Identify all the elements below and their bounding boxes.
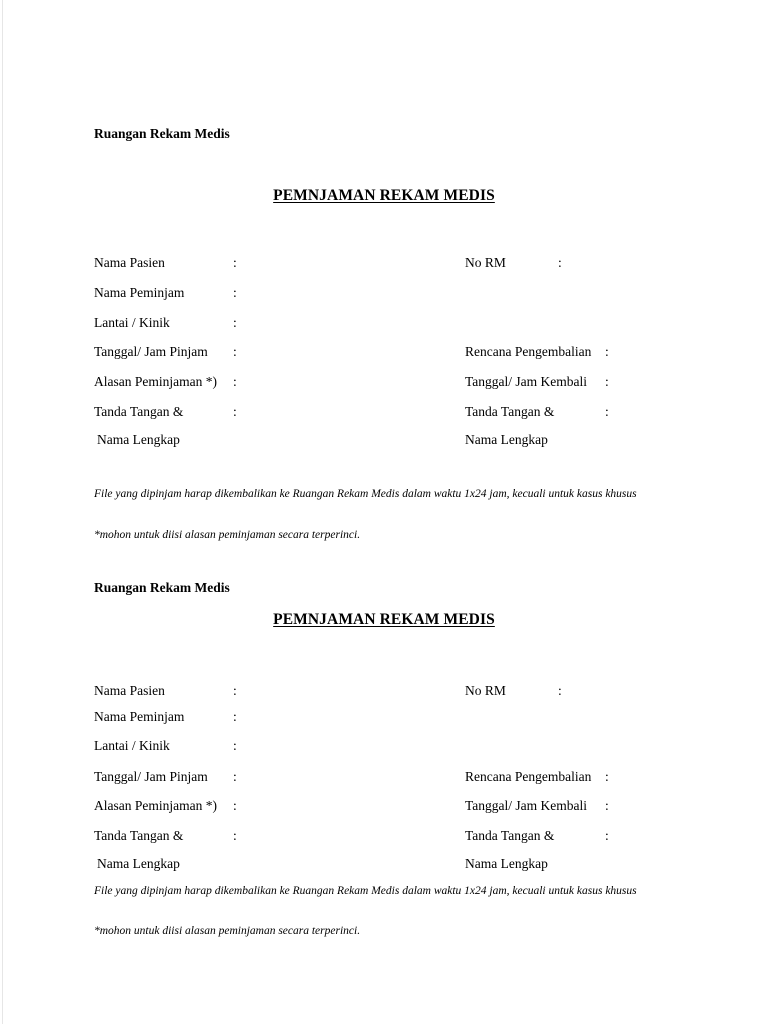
form-header: Ruangan Rekam Medis <box>94 126 230 141</box>
colon: : <box>233 769 237 784</box>
return-note: File yang dipinjam harap dikembalikan ke Ruangan Rekam Medis dalam waktu 1x24 jam, kecuali untuk kasus khusus <box>94 885 637 897</box>
label-nama-lengkap: Nama Lengkap <box>97 432 180 447</box>
colon: : <box>233 255 237 270</box>
label-tanggal-kembali: Tanggal/ Jam Kembali <box>465 798 588 813</box>
label-tanda-tangan: Tanda Tangan & <box>94 828 184 843</box>
label-tanda-tangan-right: Tanda Tangan & <box>465 828 555 843</box>
colon: : <box>233 798 237 813</box>
label-tanggal-pinjam: Tanggal/ Jam Pinjam <box>94 769 208 784</box>
colon: : <box>605 344 609 359</box>
label-nama-pasien: Nama Pasien <box>94 255 165 270</box>
form-title: PEMNJAMAN REKAM MEDIS <box>273 611 495 628</box>
colon: : <box>605 769 609 784</box>
colon: : <box>233 738 237 753</box>
label-tanggal-pinjam: Tanggal/ Jam Pinjam <box>94 344 208 359</box>
label-no-rm: No RM <box>465 683 506 698</box>
colon: : <box>558 255 562 270</box>
colon: : <box>233 709 237 724</box>
label-nama-lengkap: Nama Lengkap <box>97 856 180 871</box>
label-nama-lengkap-right: Nama Lengkap <box>465 432 548 447</box>
colon: : <box>605 374 609 389</box>
colon: : <box>233 683 237 698</box>
label-nama-peminjam: Nama Peminjam <box>94 709 185 724</box>
label-tanggal-kembali: Tanggal/ Jam Kembali <box>465 374 588 389</box>
label-alasan: Alasan Peminjaman *) <box>94 798 217 813</box>
colon: : <box>233 828 237 843</box>
colon: : <box>558 683 562 698</box>
colon: : <box>233 285 237 300</box>
label-rencana-pengembalian: Rencana Pengembalian <box>465 344 592 359</box>
colon: : <box>605 828 609 843</box>
colon: : <box>233 374 237 389</box>
label-lantai: Lantai / Kinik <box>94 738 170 753</box>
colon: : <box>233 404 237 419</box>
page-edge <box>2 0 3 1024</box>
colon: : <box>605 798 609 813</box>
colon: : <box>605 404 609 419</box>
label-nama-peminjam: Nama Peminjam <box>94 285 185 300</box>
label-nama-lengkap-right: Nama Lengkap <box>465 856 548 871</box>
label-nama-pasien: Nama Pasien <box>94 683 165 698</box>
footnote: *mohon untuk diisi alasan peminjaman secara terperinci. <box>94 925 361 937</box>
label-tanda-tangan-right: Tanda Tangan & <box>465 404 555 419</box>
form-header: Ruangan Rekam Medis <box>94 580 230 595</box>
label-tanda-tangan: Tanda Tangan & <box>94 404 184 419</box>
label-lantai: Lantai / Kinik <box>94 315 170 330</box>
return-note: File yang dipinjam harap dikembalikan ke Ruangan Rekam Medis dalam waktu 1x24 jam, kecuali untuk kasus khusus <box>94 488 637 500</box>
footnote: *mohon untuk diisi alasan peminjaman secara terperinci. <box>94 529 361 541</box>
colon: : <box>233 315 237 330</box>
colon: : <box>233 344 237 359</box>
label-rencana-pengembalian: Rencana Pengembalian <box>465 769 592 784</box>
label-no-rm: No RM <box>465 255 506 270</box>
form-title: PEMNJAMAN REKAM MEDIS <box>273 187 495 204</box>
label-alasan: Alasan Peminjaman *) <box>94 374 217 389</box>
